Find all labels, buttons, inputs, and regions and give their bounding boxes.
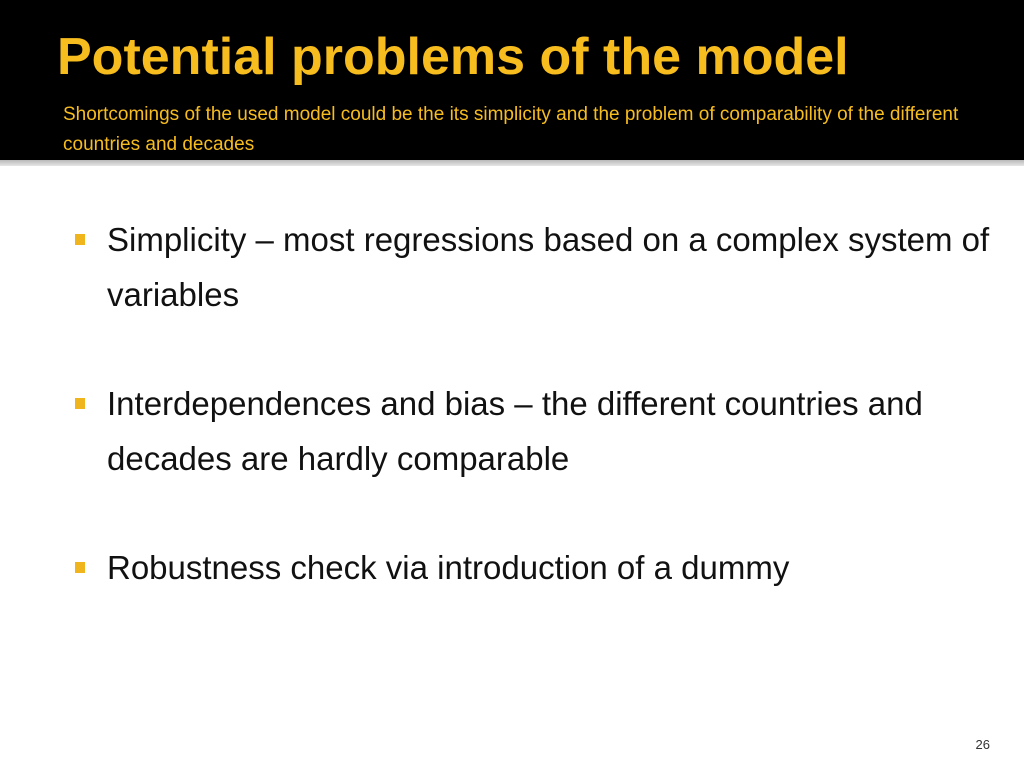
bullet-text: Simplicity – most regressions based on a complex system of variables <box>107 221 990 313</box>
square-bullet-icon <box>75 398 85 409</box>
slide-title: Potential problems of the model <box>57 28 849 86</box>
title-divider <box>0 160 1024 166</box>
title-bar <box>0 0 1024 160</box>
bullet-list <box>70 212 990 649</box>
bullet-item <box>70 212 990 322</box>
bullet-text: Interdependences and bias – the different countries and decades are hardly comparable <box>107 385 923 477</box>
bullet-item <box>70 540 990 595</box>
bullet-text: Robustness check via introduction of a dummy <box>107 549 790 586</box>
page-number: 26 <box>975 737 990 752</box>
square-bullet-icon <box>75 234 85 245</box>
slide-subtitle: Shortcomings of the used model could be the its simplicity and the problem of comparability of the different countries and decades <box>63 104 959 155</box>
bullet-item <box>70 376 990 486</box>
square-bullet-icon <box>75 562 85 573</box>
